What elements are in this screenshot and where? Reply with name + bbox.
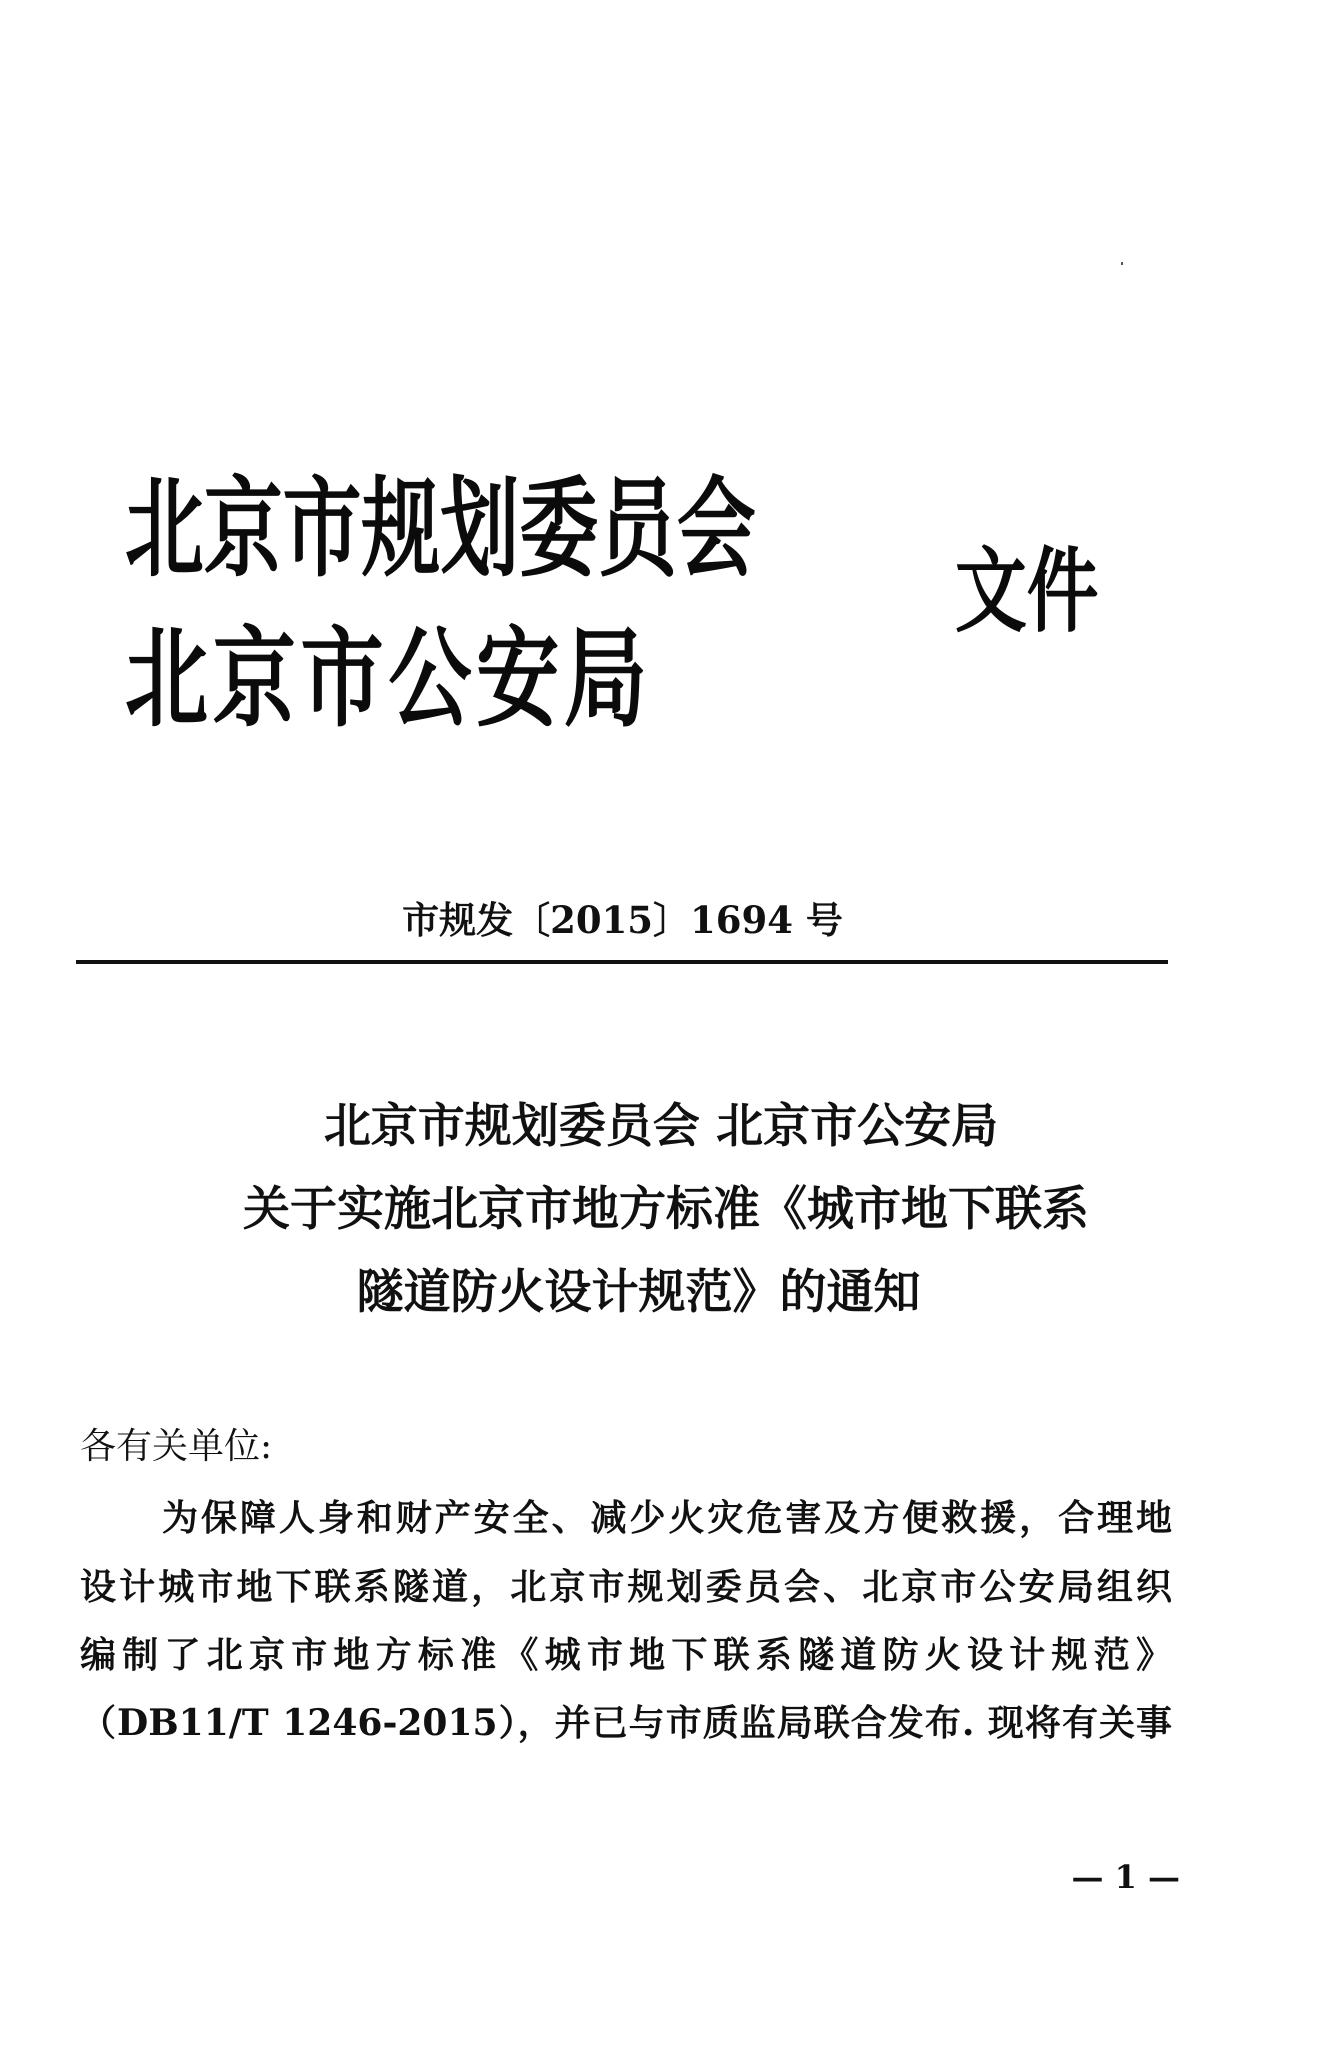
notice-title-line: 北京市规划委员会 北京市公安局 (323, 1099, 999, 1154)
issuing-authorities (125, 455, 915, 755)
notice-title (0, 1085, 1332, 1334)
authority-planning-commission: 北京市规划委员会 (125, 467, 756, 592)
body-text-line: （DB11/T 1246-2015），并已与市质监局联合发布. 现将有关事 (80, 1702, 1172, 1744)
header-divider (76, 960, 1168, 964)
body-text-line: 为保障人身和财产安全、减少火灾危害及方便救援，合理地 (162, 1497, 1172, 1539)
page-number: — 1 — (1071, 1858, 1180, 1896)
document-number: 市规发〔2015〕1694 号 (402, 898, 843, 942)
authority-public-security-bureau: 北京市公安局 (125, 617, 652, 742)
body-text-line: 设计城市地下联系隧道，北京市规划委员会、北京市公安局组织 (80, 1566, 1172, 1608)
document-header (125, 455, 1145, 755)
salutation: 各有关单位: (80, 1426, 273, 1467)
body-text-line: 编制了北京市地方标准《城市地下联系隧道防火设计规范》 (80, 1634, 1172, 1676)
notice-title-line: 隧道防火设计规范》的通知 (356, 1265, 921, 1320)
document-suffix: 文件 (955, 538, 1099, 645)
scan-speck (1121, 262, 1123, 265)
notice-title-line: 关于实施北京市地方标准《城市地下联系 (243, 1182, 1089, 1237)
